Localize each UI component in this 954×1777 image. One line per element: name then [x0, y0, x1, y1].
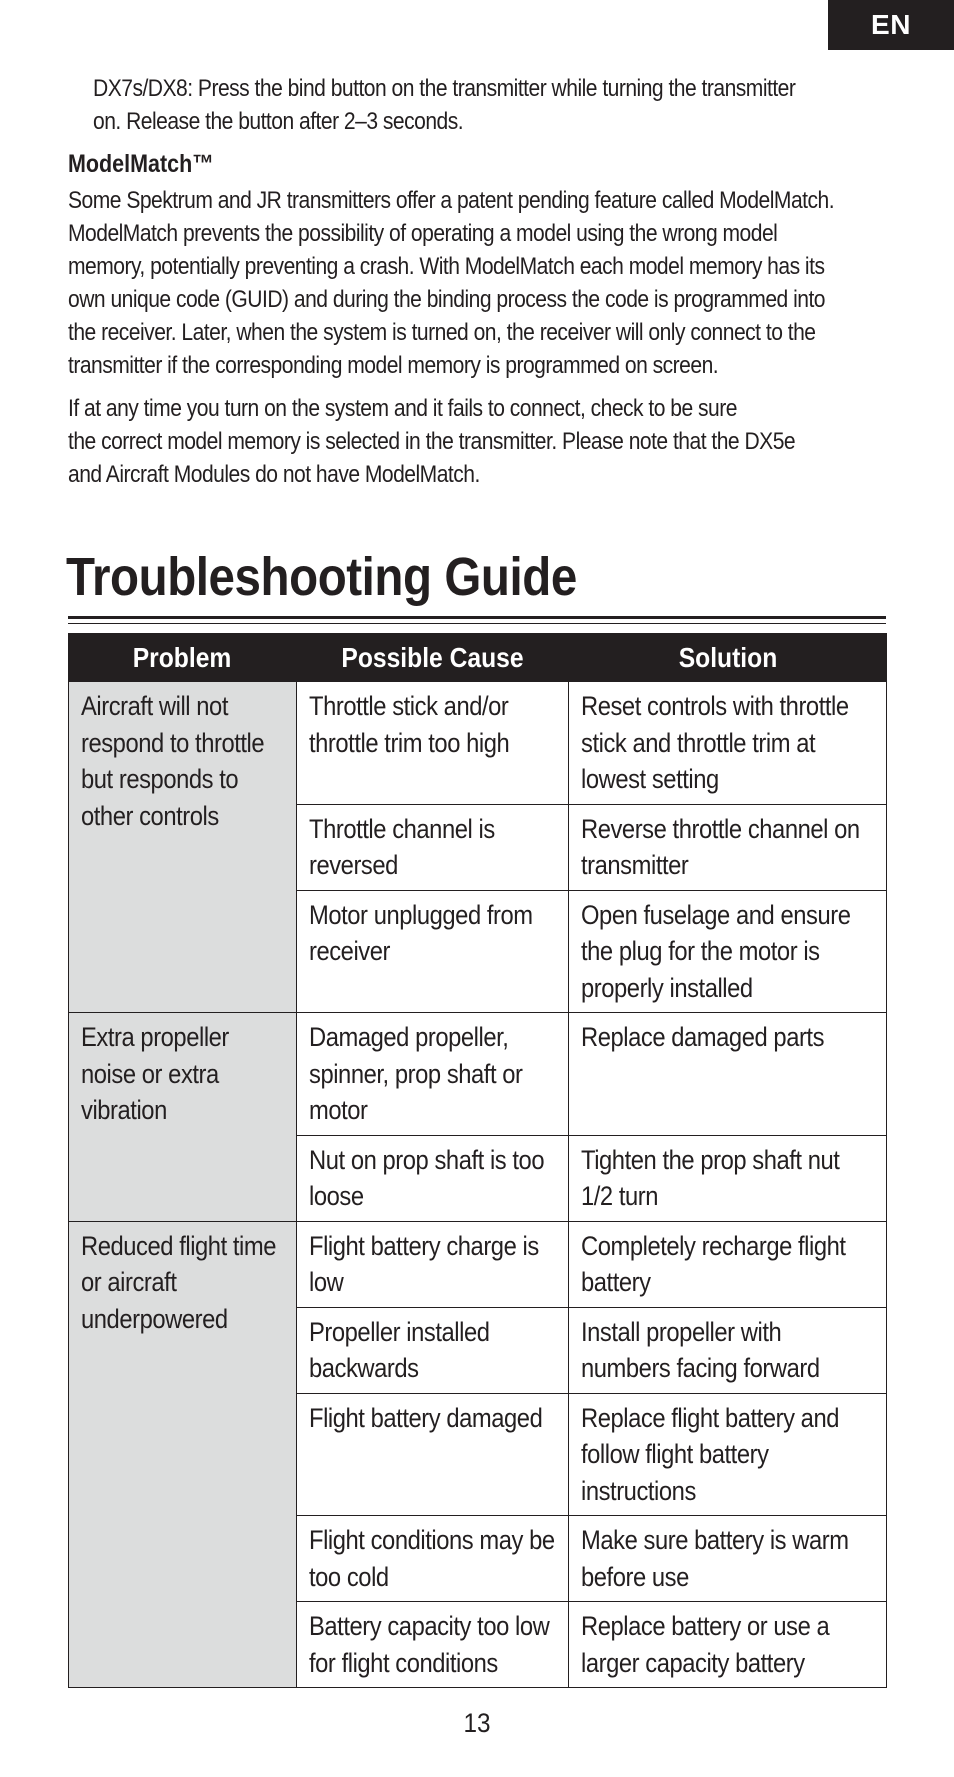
solution-cell: Open fuselage and ensure the plug for the motor is properly installed [569, 890, 887, 1013]
paragraph-line: If at any time you turn on the system and it fails to connect, check to be sure [68, 395, 737, 422]
modelmatch-paragraph-1 [68, 184, 885, 382]
paragraph-line: Some Spektrum and JR transmitters offer a patent pending feature called ModelMatch. [68, 187, 835, 214]
header-solution: Solution [569, 634, 887, 682]
bind-instructions-line: on. Release the button after 2–3 seconds. [93, 108, 464, 135]
solution-cell: Replace flight battery and follow flight battery instructions [569, 1393, 887, 1516]
bind-instructions [93, 72, 893, 138]
title-rule [68, 616, 886, 619]
paragraph-line: the receiver. Later, when the system is turned on, the receiver will only connect to the [68, 319, 816, 346]
paragraph-line: and Aircraft Modules do not have ModelMatch. [68, 461, 480, 488]
troubleshooting-table [68, 633, 887, 1688]
cause-cell: Flight battery charge is low [297, 1221, 569, 1307]
paragraph-line: ModelMatch prevents the possibility of operating a model using the wrong model [68, 220, 778, 247]
language-tab: EN [828, 0, 954, 50]
solution-cell: Replace damaged parts [569, 1013, 887, 1136]
troubleshooting-title: Troubleshooting Guide [66, 547, 577, 607]
modelmatch-heading: ModelMatch™ [68, 150, 214, 178]
solution-cell: Replace battery or use a larger capacity battery [569, 1602, 887, 1688]
cause-cell: Battery capacity too low for flight conditions [297, 1602, 569, 1688]
title-rule-thin [68, 623, 886, 624]
cause-cell: Propeller installed backwards [297, 1307, 569, 1393]
cause-cell: Throttle channel is reversed [297, 804, 569, 890]
header-possible-cause: Possible Cause [297, 634, 569, 682]
cause-cell: Flight battery damaged [297, 1393, 569, 1516]
paragraph-line: transmitter if the corresponding model memory is programmed on screen. [68, 352, 719, 379]
cause-cell: Flight conditions may be too cold [297, 1516, 569, 1602]
modelmatch-paragraph-2 [68, 392, 885, 491]
solution-cell: Install propeller with numbers facing forward [569, 1307, 887, 1393]
paragraph-line: own unique code (GUID) and during the binding process the code is programmed into [68, 286, 825, 313]
table-header-row [69, 634, 887, 682]
solution-cell: Completely recharge flight battery [569, 1221, 887, 1307]
table-row [69, 682, 887, 805]
header-problem: Problem [69, 634, 297, 682]
solution-cell: Reverse throttle channel on transmitter [569, 804, 887, 890]
problem-cell: Reduced flight time or aircraft underpowered [69, 1221, 297, 1688]
problem-cell: Aircraft will not respond to throttle but responds to other controls [69, 682, 297, 1013]
solution-cell: Tighten the prop shaft nut 1/2 turn [569, 1135, 887, 1221]
solution-cell: Reset controls with throttle stick and throttle trim at lowest setting [569, 682, 887, 805]
paragraph-line: memory, potentially preventing a crash. With ModelMatch each model memory has its [68, 253, 825, 280]
paragraph-line: the correct model memory is selected in the transmitter. Please note that the DX5e [68, 428, 796, 455]
bind-instructions-line: DX7s/DX8: Press the bind button on the transmitter while turning the transmitter [93, 75, 796, 102]
table-row [69, 1221, 887, 1307]
cause-cell: Nut on prop shaft is too loose [297, 1135, 569, 1221]
problem-cell: Extra propeller noise or extra vibration [69, 1013, 297, 1222]
cause-cell: Throttle stick and/or throttle trim too high [297, 682, 569, 805]
cause-cell: Motor unplugged from receiver [297, 890, 569, 1013]
cause-cell: Damaged propeller, spinner, prop shaft or motor [297, 1013, 569, 1136]
page-number: 13 [463, 1708, 491, 1738]
solution-cell: Make sure battery is warm before use [569, 1516, 887, 1602]
table-row [69, 1013, 887, 1136]
